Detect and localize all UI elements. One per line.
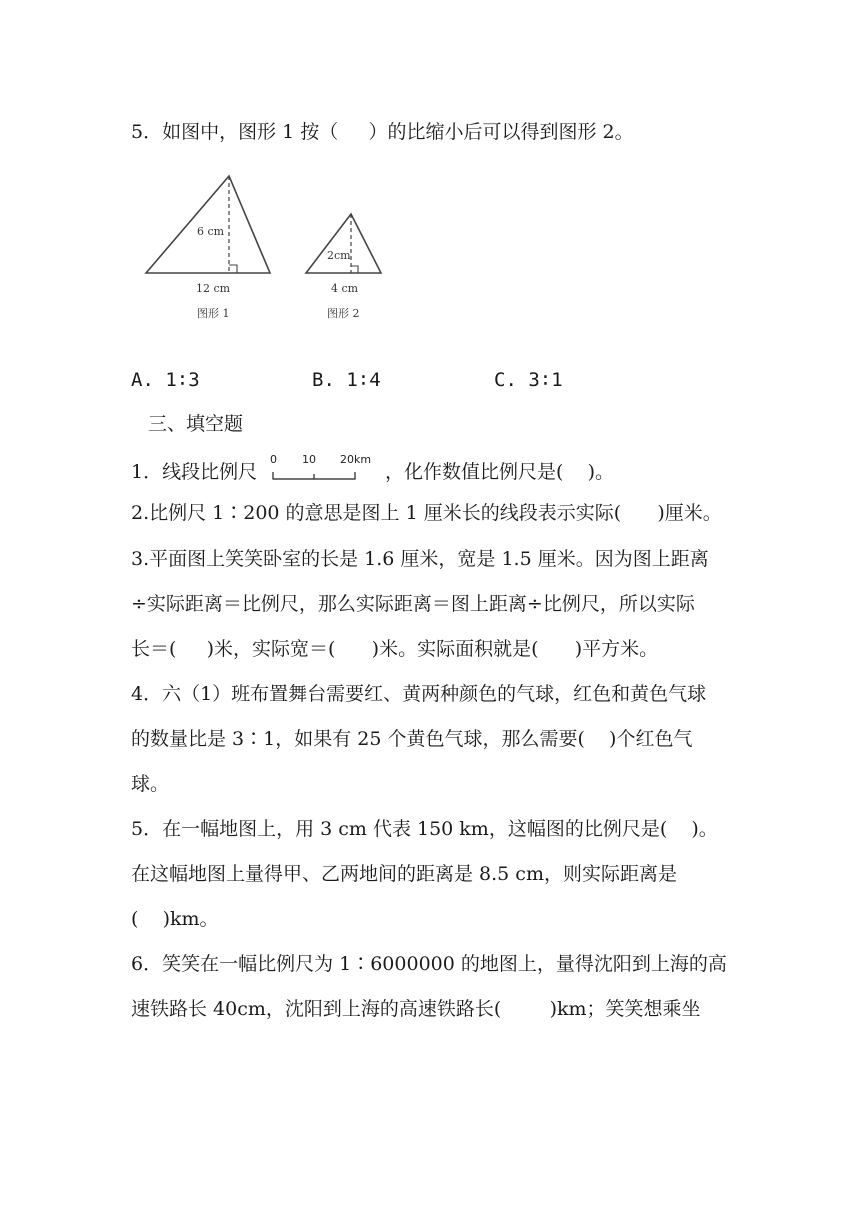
fill-q5-line1: 5．在一幅地图上，用 3 cm 代表 150 km，这幅图的比例尺是( )。 bbox=[131, 818, 718, 840]
fig1-caption: 图形 1 bbox=[197, 307, 230, 320]
scale-label-10: 10 bbox=[302, 453, 316, 466]
right-angle-mark-1 bbox=[229, 265, 237, 273]
section-title: 三、填空题 bbox=[148, 413, 244, 435]
fill-q1-prefix: 1．线段比例尺 bbox=[131, 461, 258, 483]
triangle-figures bbox=[140, 168, 400, 328]
fill-q6-line2: 速铁路长 40cm，沈阳到上海的高速铁路长( )km；笑笑想乘坐 bbox=[131, 998, 701, 1020]
option-b: B. 1∶4 bbox=[312, 369, 381, 391]
option-c: C. 3∶1 bbox=[494, 369, 563, 391]
triangle-2 bbox=[306, 214, 381, 273]
fig1-height-label: 6 cm bbox=[197, 225, 225, 238]
fill-q4-line2: 的数量比是 3∶1，如果有 25 个黄色气球，那么需要( )个红色气 bbox=[131, 728, 693, 750]
fill-q4-line3: 球。 bbox=[131, 773, 170, 795]
fig2-base-label: 4 cm bbox=[331, 282, 359, 295]
fig2-caption: 图形 2 bbox=[327, 307, 360, 320]
fill-q3-line1: 3.平面图上笑笑卧室的长是 1.6 厘米，宽是 1.5 厘米。因为图上距离 bbox=[131, 548, 709, 570]
fig2-height-label: 2cm bbox=[327, 249, 351, 262]
fill-q3-line3: 长＝( )米，实际宽＝( )米。实际面积就是( )平方米。 bbox=[131, 638, 659, 660]
scale-label-20km: 20km bbox=[340, 453, 372, 466]
line-scale-bar bbox=[270, 452, 380, 486]
right-angle-mark-2 bbox=[351, 266, 358, 273]
option-a: A. 1∶3 bbox=[131, 369, 200, 391]
fill-q5-line2: 在这幅地图上量得甲、乙两地间的距离是 8.5 cm，则实际距离是 bbox=[131, 863, 677, 885]
fill-q1-suffix: ，化作数值比例尺是( )。 bbox=[385, 461, 614, 483]
fill-q2: 2.比例尺 1∶200 的意思是图上 1 厘米长的线段表示实际( )厘米。 bbox=[131, 502, 722, 524]
fig1-base-label: 12 cm bbox=[196, 282, 231, 295]
fill-q4-line1: 4．六（1）班布置舞台需要红、黄两种颜色的气球，红色和黄色气球 bbox=[131, 683, 707, 705]
fill-q5-line3: ( )km。 bbox=[131, 908, 219, 930]
fill-q3-line2: ÷实际距离＝比例尺，那么实际距离＝图上距离÷比例尺，所以实际 bbox=[131, 593, 695, 615]
scale-label-0: 0 bbox=[270, 453, 277, 466]
fill-q6-line1: 6．笑笑在一幅比例尺为 1∶6000000 的地图上，量得沈阳到上海的高 bbox=[131, 953, 727, 975]
question-5-title: 5．如图中，图形 1 按（ ）的比缩小后可以得到图形 2。 bbox=[131, 121, 634, 143]
